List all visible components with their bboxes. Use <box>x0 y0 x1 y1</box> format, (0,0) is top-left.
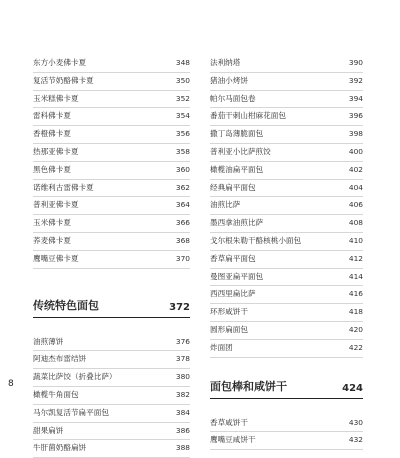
toc-entry-page-number: 348 <box>175 58 190 67</box>
toc-entry-page-number: 394 <box>348 93 363 103</box>
toc-entry-title: 曼图亚扁平面包 <box>210 271 264 281</box>
toc-entry-page-number: 390 <box>348 58 363 67</box>
toc-entry-title: 西西里扁比萨 <box>210 289 256 299</box>
toc-entry-page-number: 352 <box>175 93 190 103</box>
toc-entry[interactable] <box>33 423 190 441</box>
toc-entry-title: 油煎比萨 <box>210 200 241 210</box>
toc-entry-title: 香草扁平面包 <box>210 253 256 263</box>
toc-list-left-bottom <box>33 334 190 458</box>
toc-entry[interactable] <box>210 144 363 162</box>
toc-entry[interactable] <box>210 91 363 109</box>
toc-entry[interactable] <box>33 91 190 109</box>
toc-entry-page-number: 370 <box>175 253 190 263</box>
toc-entry[interactable] <box>33 369 190 387</box>
toc-entry[interactable] <box>210 197 363 215</box>
toc-entry[interactable] <box>33 334 190 352</box>
toc-entry-title: 黑色佛卡夏 <box>33 164 71 174</box>
toc-entry[interactable] <box>210 415 363 433</box>
section-heading-traditional-breads[interactable] <box>33 297 190 318</box>
toc-entry-title: 马尔凯复活节扁平面包 <box>33 407 109 417</box>
toc-entry[interactable] <box>33 126 190 144</box>
toc-entry-page-number: 360 <box>175 164 190 174</box>
toc-entry-page-number: 368 <box>175 235 190 245</box>
toc-entry-page-number: 362 <box>175 182 190 192</box>
section-page-number: 424 <box>342 382 363 394</box>
toc-left-column <box>33 55 190 458</box>
toc-entry-title: 鹰嘴豆佛卡夏 <box>33 253 79 263</box>
toc-entry-page-number: 412 <box>348 253 363 263</box>
toc-entry-page-number: 414 <box>348 271 363 281</box>
toc-entry[interactable] <box>210 73 363 91</box>
toc-entry-title: 炸面团 <box>210 342 233 352</box>
toc-entry-page-number: 432 <box>348 435 363 445</box>
toc-entry[interactable] <box>33 55 190 73</box>
toc-entry-title: 帕尔马面包卷 <box>210 93 256 103</box>
toc-entry-title: 法利纳塔 <box>210 58 241 67</box>
toc-entry-title: 戈尔根朱勒干酪核桃小面包 <box>210 235 302 245</box>
toc-entry[interactable] <box>210 233 363 251</box>
toc-entry[interactable] <box>33 233 190 251</box>
toc-list-left-top <box>33 55 190 269</box>
toc-entry[interactable] <box>210 432 363 450</box>
toc-entry-page-number: 422 <box>348 342 363 352</box>
toc-entry[interactable] <box>33 73 190 91</box>
toc-entry-title: 甜果扁饼 <box>33 425 64 435</box>
toc-entry-page-number: 396 <box>348 111 363 121</box>
toc-entry-title: 东方小麦佛卡夏 <box>33 58 87 67</box>
toc-entry-page-number: 398 <box>348 129 363 139</box>
toc-entry[interactable] <box>210 162 363 180</box>
toc-entry-page-number: 400 <box>348 146 363 156</box>
toc-entry-page-number: 350 <box>175 75 190 85</box>
toc-entry-title: 墨西拿油煎比萨 <box>210 218 264 228</box>
toc-entry-page-number: 408 <box>348 218 363 228</box>
toc-entry[interactable] <box>210 55 363 73</box>
toc-entry-page-number: 356 <box>175 129 190 139</box>
toc-entry-title: 雷科佛卡夏 <box>33 111 71 121</box>
toc-entry-page-number: 376 <box>175 336 190 346</box>
toc-entry[interactable] <box>210 269 363 287</box>
toc-entry-title: 橄榄牛角面包 <box>33 389 79 399</box>
toc-entry[interactable] <box>33 197 190 215</box>
toc-entry[interactable] <box>33 387 190 405</box>
toc-entry-page-number: 382 <box>175 389 190 399</box>
toc-entry-title: 普利亚小比萨煎饺 <box>210 146 271 156</box>
toc-entry[interactable] <box>33 144 190 162</box>
toc-entry[interactable] <box>210 180 363 198</box>
toc-entry[interactable] <box>33 440 190 458</box>
toc-entry-title: 玉米糕佛卡夏 <box>33 93 79 103</box>
toc-entry-title: 玉米佛卡夏 <box>33 218 71 228</box>
toc-entry-page-number: 402 <box>348 164 363 174</box>
toc-entry-page-number: 386 <box>175 425 190 435</box>
toc-entry-title: 经典扁平面包 <box>210 182 256 192</box>
toc-entry-page-number: 364 <box>175 200 190 210</box>
toc-entry[interactable] <box>210 286 363 304</box>
section-title: 传统特色面包 <box>33 298 99 312</box>
toc-entry[interactable] <box>33 405 190 423</box>
toc-entry[interactable] <box>210 108 363 126</box>
toc-entry-page-number: 410 <box>348 235 363 245</box>
page-number: 8 <box>8 379 14 389</box>
toc-entry-page-number: 406 <box>348 200 363 210</box>
toc-entry-page-number: 388 <box>175 443 190 453</box>
toc-entry[interactable] <box>33 251 190 269</box>
toc-entry-title: 香草咸饼干 <box>210 417 248 427</box>
toc-entry-page-number: 418 <box>348 307 363 317</box>
toc-entry-title: 环形咸饼干 <box>210 307 248 317</box>
toc-entry-title: 番茄干刺山柑麻花面包 <box>210 111 286 121</box>
toc-entry[interactable] <box>33 215 190 233</box>
toc-entry-title: 香橙佛卡夏 <box>33 129 71 139</box>
toc-entry-title: 橄榄油扁平面包 <box>210 164 264 174</box>
toc-entry-page-number: 378 <box>175 354 190 364</box>
toc-entry-page-number: 358 <box>175 146 190 156</box>
toc-entry[interactable] <box>210 322 363 340</box>
toc-entry-title: 普利亚佛卡夏 <box>33 200 79 210</box>
toc-entry-page-number: 354 <box>175 111 190 121</box>
toc-entry-page-number: 384 <box>175 407 190 417</box>
toc-entry-title: 诺维利古雷佛卡夏 <box>33 182 94 192</box>
toc-entry[interactable] <box>210 215 363 233</box>
toc-entry-title: 圆形扁面包 <box>210 324 248 334</box>
toc-entry-page-number: 366 <box>175 218 190 228</box>
toc-entry-title: 荞麦佛卡夏 <box>33 235 71 245</box>
toc-entry-title: 蔬菜比萨饺（折叠比萨） <box>33 372 117 382</box>
toc-list-right-top <box>210 55 363 358</box>
toc-entry[interactable] <box>210 304 363 322</box>
toc-entry[interactable] <box>210 126 363 144</box>
toc-entry-title: 阿迪杰布雷结饼 <box>33 354 87 364</box>
toc-entry-title: 热那亚佛卡夏 <box>33 146 79 156</box>
toc-entry-title: 牛肝菌奶酪扁饼 <box>33 443 87 453</box>
section-title: 面包棒和咸饼干 <box>210 379 287 393</box>
toc-entry-page-number: 420 <box>348 324 363 334</box>
section-heading-breadsticks-crackers[interactable] <box>210 378 363 399</box>
toc-entry[interactable] <box>33 108 190 126</box>
toc-right-column <box>210 55 363 450</box>
toc-entry-title: 复活节奶酪佛卡夏 <box>33 75 94 85</box>
toc-entry[interactable] <box>33 351 190 369</box>
toc-entry-title: 猪油小烤饼 <box>210 75 248 85</box>
toc-entry-title: 油煎薄饼 <box>33 336 64 346</box>
toc-entry[interactable] <box>210 251 363 269</box>
toc-entry-page-number: 392 <box>348 75 363 85</box>
toc-entry-page-number: 430 <box>348 417 363 427</box>
toc-entry-page-number: 380 <box>175 372 190 382</box>
toc-entry[interactable] <box>210 340 363 358</box>
section-page-number: 372 <box>169 301 190 313</box>
toc-entry-page-number: 404 <box>348 182 363 192</box>
toc-entry[interactable] <box>33 162 190 180</box>
toc-entry-title: 撒丁岛薄脆面包 <box>210 129 264 139</box>
toc-entry-title: 鹰嘴豆咸饼干 <box>210 435 256 445</box>
toc-entry[interactable] <box>33 180 190 198</box>
toc-list-right-bottom <box>210 415 363 451</box>
toc-entry-page-number: 416 <box>348 289 363 299</box>
